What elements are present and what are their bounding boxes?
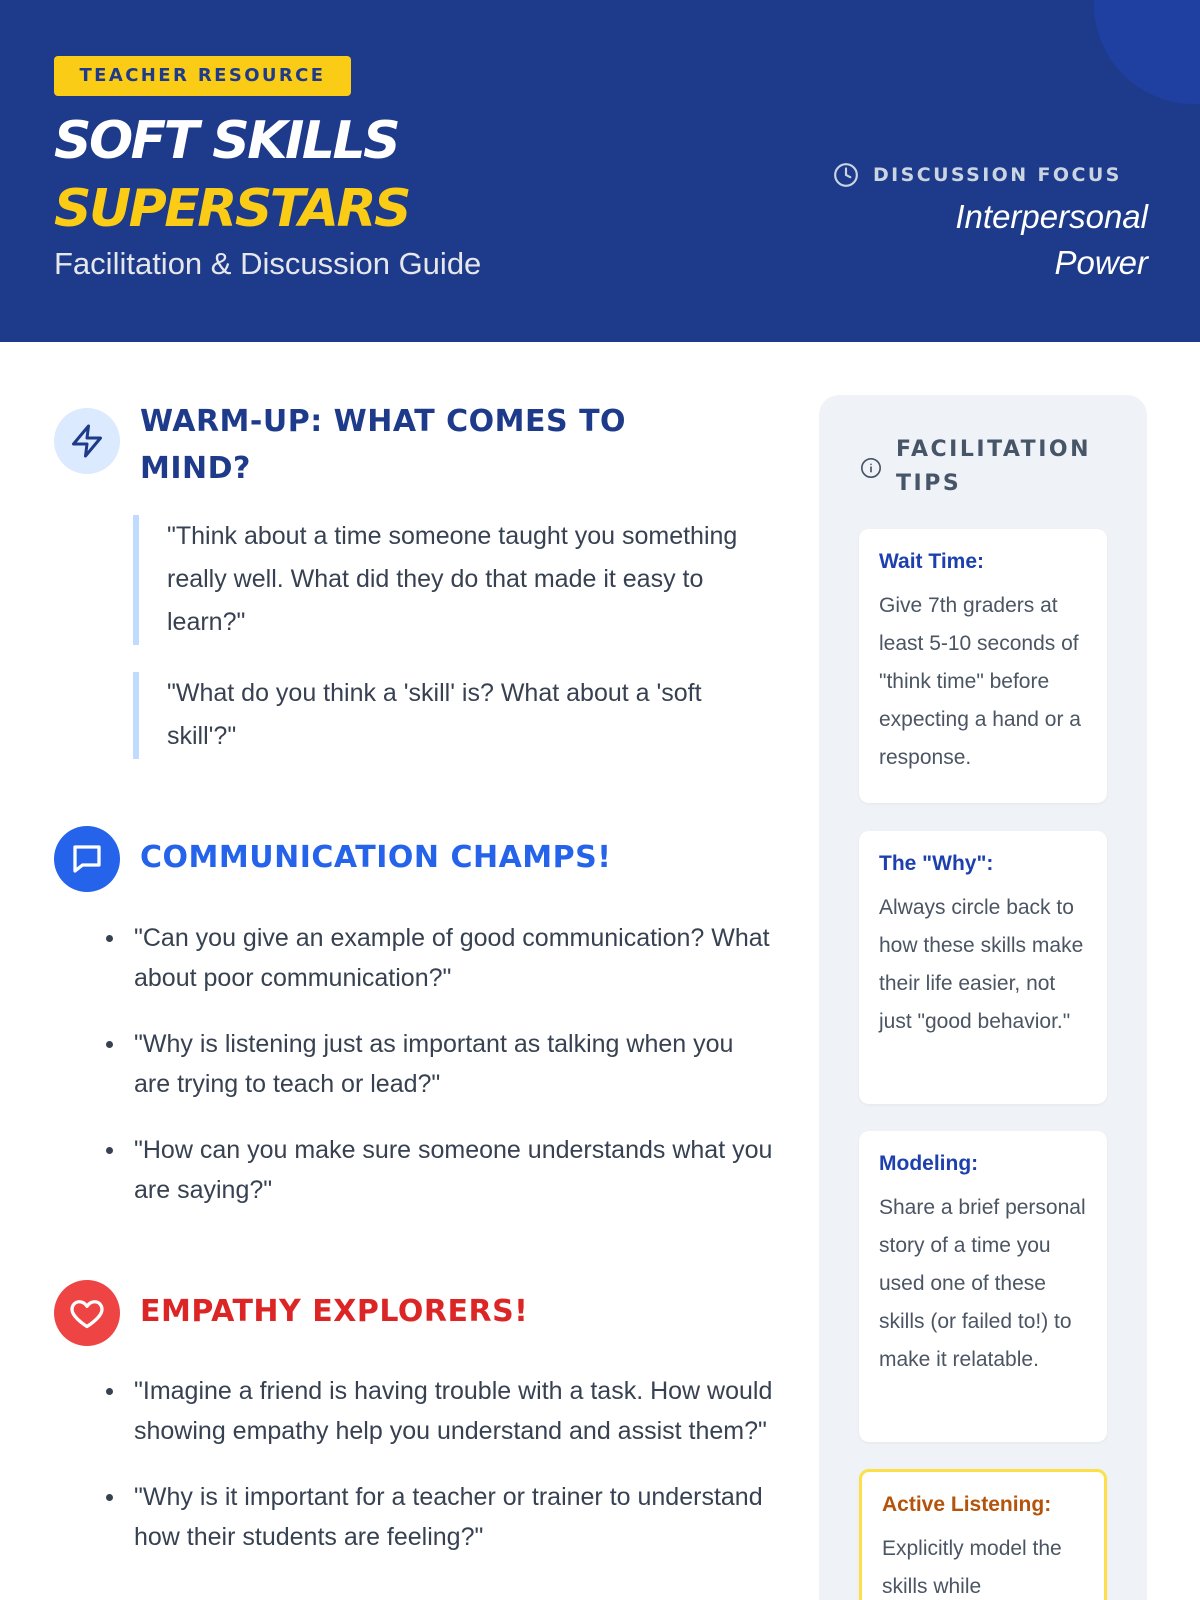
list-item: "Can you give an example of good communication? What about poor communication?" [54,918,774,998]
discussion-focus-value [828,194,1148,286]
warmup-quote-1: "Think about a time someone taught you something really well. What did they do that made it easy to learn?" [133,515,773,645]
list-item: "How can you make sure someone understands what you are saying?" [54,1130,774,1210]
lightning-icon [54,408,120,474]
tips-title-line-1: FACILITATION [896,437,1091,462]
empathy-title: EMPATHY EXPLORERS! [140,1294,529,1329]
tip-body: Give 7th graders at least 5-10 seconds of "think time" before expecting a hand or a response. [879,594,1081,769]
list-item: "Why is listening just as important as talking when you are trying to teach or lead?" [54,1024,774,1104]
tip-card-modeling [859,1131,1107,1442]
tip-title: Modeling: [879,1152,979,1175]
tip-card-active-listening [859,1469,1107,1600]
tip-body: Share a brief personal story of a time you used one of these skills (or failed to!) to make it relatable. [879,1196,1086,1371]
resource-badge: TEACHER RESOURCE [54,56,351,96]
tip-body: Explicitly model the skills while [882,1537,1062,1598]
clock-icon [833,162,859,188]
title-line-1: SOFT SKILLS [54,111,399,171]
header-banner [0,0,1200,342]
tips-title-line-2: TIPS [896,471,962,496]
list-item: "Imagine a friend is having trouble with a task. How would showing empathy help you understand and assist them?" [54,1371,784,1451]
tip-card-wait-time [859,529,1107,803]
heart-icon [54,1280,120,1346]
tip-title: The "Why": [879,852,994,875]
tip-title: Active Listening: [882,1493,1052,1516]
info-icon [860,457,882,479]
communication-list [54,918,774,1236]
tip-card-why [859,831,1107,1104]
warmup-title-line-2: MIND? [140,451,251,486]
decorative-circle [1094,0,1200,104]
focus-value-line-1: Interpersonal [955,198,1148,235]
warmup-quote-2: "What do you think a 'skill' is? What about a 'soft skill'?" [133,672,773,759]
facilitation-tips-title [896,433,1091,501]
focus-label-text: DISCUSSION FOCUS [873,164,1122,186]
focus-value-line-2: Power [1054,244,1148,281]
discussion-focus-label [833,160,1122,190]
warmup-title [140,398,626,492]
title-line-2: SUPERSTARS [54,179,409,239]
chat-bubble-icon [54,826,120,892]
communication-title: COMMUNICATION CHAMPS! [140,840,612,875]
empathy-list [54,1371,784,1583]
warmup-title-line-1: WARM-UP: WHAT COMES TO [140,404,627,439]
facilitation-tips-heading [860,433,1091,501]
subtitle: Facilitation & Discussion Guide [54,246,482,281]
tip-body: Always circle back to how these skills make their life easier, not just "good behavior." [879,896,1084,1033]
list-item: "Why is it important for a teacher or trainer to understand how their students are feeling?" [54,1477,784,1557]
tip-title: Wait Time: [879,550,985,573]
